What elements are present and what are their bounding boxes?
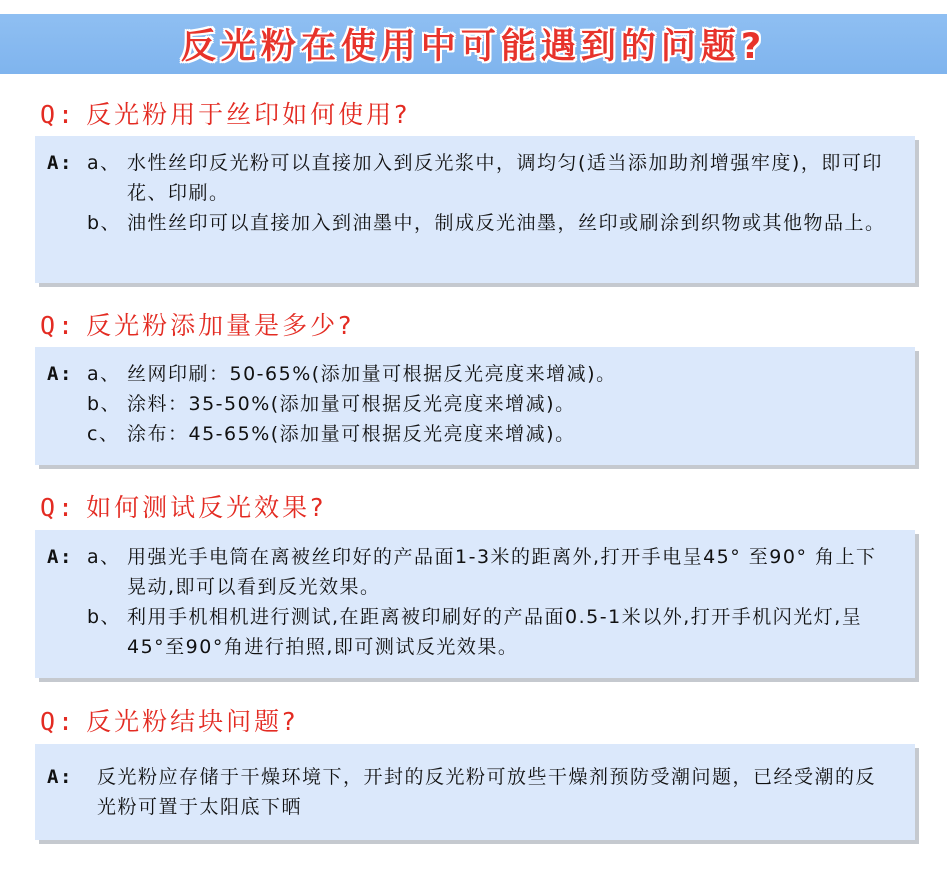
answer-item-text: 涂布：45-65%(添加量可根据反光亮度来增减)。: [127, 423, 576, 445]
answer-item: [47, 602, 895, 662]
answer-item-letter: a、: [87, 546, 121, 568]
faq-question-4: [40, 702, 298, 738]
faq-answer-4: [35, 744, 915, 840]
answer-item-text: 反光粉应存储于干燥环境下，开封的反光粉可放些干燥剂预防受潮问题，已经受潮的反光粉可置于太阳底下晒: [97, 766, 877, 818]
page-banner: [0, 14, 947, 74]
answer-item-text: 水性丝印反光粉可以直接加入到反光浆中，调均匀(适当添加助剂增强牢度)，即可印花、印刷。: [127, 152, 883, 204]
answer-marker: A:: [47, 766, 73, 788]
question-marker: Q:: [40, 707, 77, 736]
question-marker: Q:: [40, 311, 77, 340]
faq-answer-1: [35, 136, 915, 283]
faq-question-1: [40, 95, 410, 131]
answer-item-text: 丝网印刷：50-65%(添加量可根据反光亮度来增减)。: [127, 363, 617, 385]
answer-item-letter: b、: [87, 606, 122, 628]
question-marker: Q:: [40, 493, 77, 522]
answer-item-letter: a、: [87, 363, 121, 385]
answer-item-letter: b、: [87, 393, 122, 415]
answer-item: [47, 148, 895, 208]
answer-item-text: 涂料：35-50%(添加量可根据反光亮度来增减)。: [127, 393, 576, 415]
faq-answer-3: [35, 530, 915, 678]
faq-answer-2: [35, 347, 915, 465]
question-marker: Q:: [40, 100, 77, 129]
question-text: 反光粉结块问题?: [86, 707, 299, 736]
faq-question-2: [40, 306, 354, 342]
answer-item-letter: a、: [87, 152, 121, 174]
answer-item-text: 利用手机相机进行测试,在距离被印刷好的产品面0.5-1米以外,打开手机闪光灯,呈45°至90°角进行拍照,即可测试反光效果。: [127, 606, 863, 658]
answer-marker: A:: [47, 546, 73, 568]
faq-question-3: [40, 488, 326, 524]
answer-marker: A:: [47, 152, 73, 174]
question-text: 如何测试反光效果?: [86, 493, 327, 522]
answer-item: [47, 359, 895, 389]
answer-item: [47, 762, 895, 822]
answer-item: [47, 542, 895, 602]
page-title: 反光粉在使用中可能遇到的问题?: [180, 27, 767, 67]
answer-item-letter: c、: [87, 423, 120, 445]
answer-item-letter: b、: [87, 212, 122, 234]
answer-item: [47, 389, 895, 419]
answer-item: [47, 208, 895, 238]
answer-marker: A:: [47, 363, 73, 385]
answer-item-text: 用强光手电筒在离被丝印好的产品面1-3米的距离外,打开手电呈45° 至90° 角上下晃动,即可以看到反光效果。: [127, 546, 877, 598]
question-text: 反光粉用于丝印如何使用?: [86, 100, 411, 129]
answer-item: [47, 419, 895, 449]
answer-item-text: 油性丝印可以直接加入到油墨中，制成反光油墨，丝印或刷涂到织物或其他物品上。: [127, 212, 886, 234]
question-text: 反光粉添加量是多少?: [86, 311, 355, 340]
